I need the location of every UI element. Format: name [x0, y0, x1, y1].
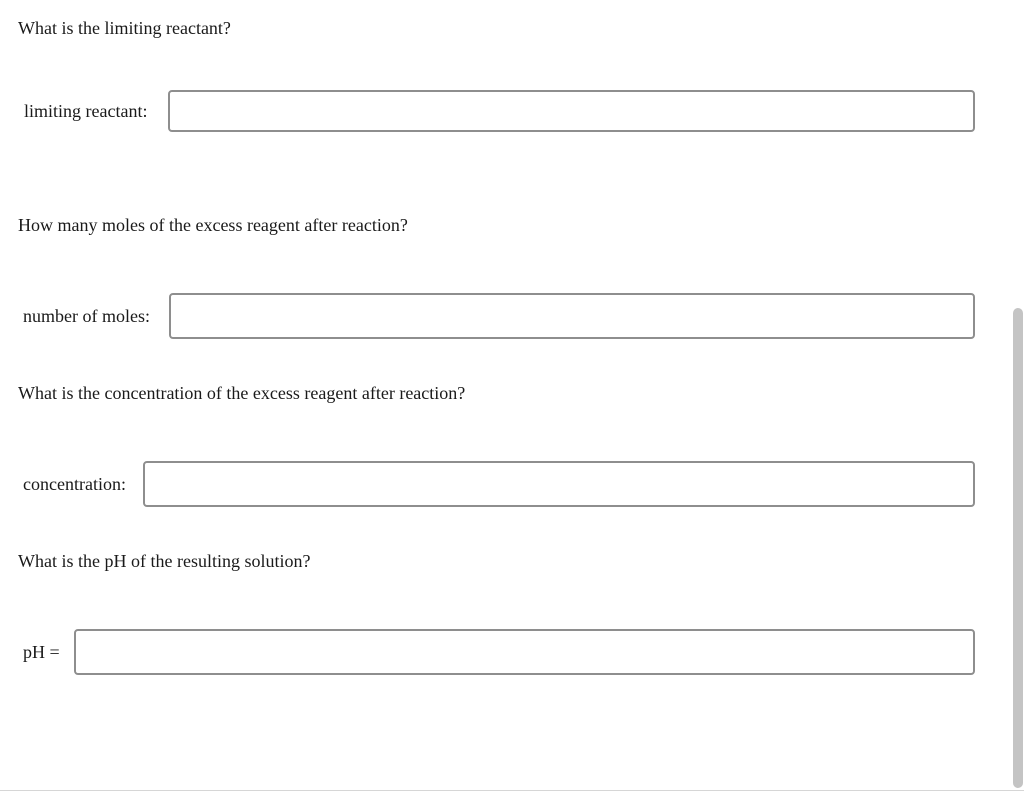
limiting-reactant-label: limiting reactant: [24, 101, 148, 121]
question-ph: What is the pH of the resulting solution? [18, 551, 311, 571]
scrollbar-thumb[interactable] [1013, 308, 1023, 788]
number-of-moles-input[interactable] [169, 293, 975, 339]
concentration-input[interactable] [143, 461, 975, 507]
number-of-moles-label: number of moles: [23, 306, 150, 326]
concentration-label: concentration: [23, 474, 126, 494]
ph-input[interactable] [74, 629, 975, 675]
vertical-scrollbar[interactable] [1004, 0, 1024, 791]
question-excess-moles: How many moles of the excess reagent after reaction? [18, 215, 408, 235]
ph-label: pH = [23, 642, 60, 662]
question-limiting-reactant: What is the limiting reactant? [18, 18, 231, 38]
limiting-reactant-input[interactable] [168, 90, 975, 132]
question-excess-concentration: What is the concentration of the excess reagent after reaction? [18, 383, 466, 403]
